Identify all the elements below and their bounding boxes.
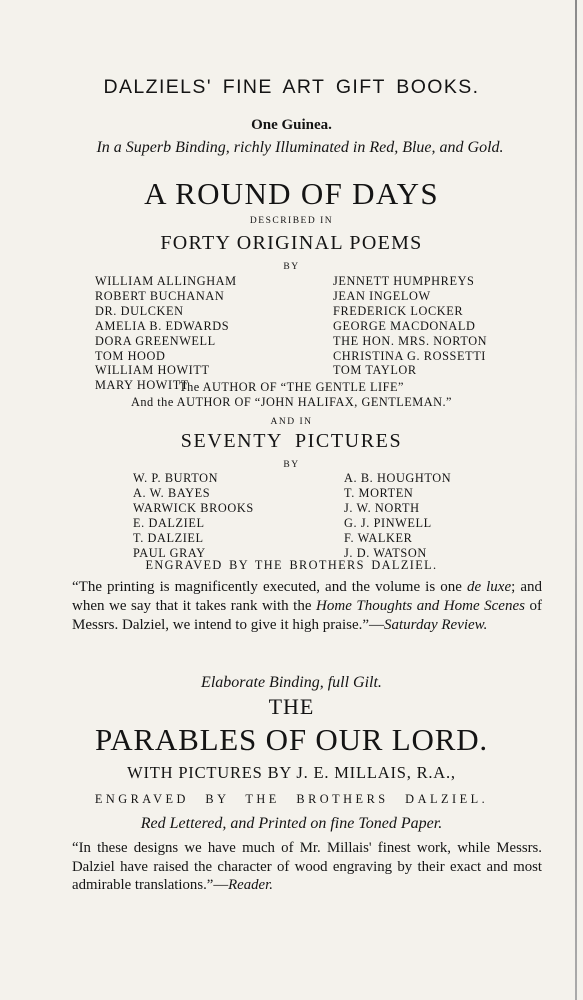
artist-name: A. B. HOUGHTON: [344, 471, 452, 485]
book2-pictures-by: WITH PICTURES BY J. E. MILLAIS, R.A.,: [127, 763, 456, 782]
poet-name: AMELIA B. EDWARDS: [95, 318, 230, 333]
book2-binding: Elaborate Binding, full Gilt.: [201, 674, 382, 691]
artists-right-column: [344, 471, 451, 560]
poet-name: MARY HOWITT: [95, 378, 189, 393]
artist-name: J. D. WATSON: [344, 545, 427, 560]
poet-name: WILLIAM ALLINGHAM: [95, 274, 237, 288]
artist-name: T. DALZIEL: [133, 530, 204, 545]
book1-engraved-by: ENGRAVED BY THE BROTHERS DALZIEL.: [145, 558, 438, 572]
book1-pictures-heading: SEVENTY PICTURES: [180, 430, 403, 452]
poet-name: FREDERICK LOCKER: [333, 303, 464, 318]
review-source: Saturday Review.: [384, 617, 488, 633]
book2-lettered: Red Lettered, and Printed on fine Toned Paper.: [140, 815, 443, 832]
book1-binding: In a Superb Binding, richly Illuminated in Red, Blue, and Gold.: [96, 139, 504, 156]
book1-and-in: AND IN: [270, 417, 313, 427]
artist-name: PAUL GRAY: [133, 545, 206, 560]
review-italic-phrase: de luxe: [466, 579, 512, 595]
book2-review-quote: [72, 839, 542, 895]
book1-title: A ROUND OF DAYS: [144, 176, 439, 211]
artist-name: T. MORTEN: [344, 485, 414, 500]
artists-left-column: [133, 471, 254, 560]
book1-review-quote: [72, 578, 542, 635]
poet-name: THE HON. MRS. NORTON: [333, 333, 488, 348]
book1-subtitle: FORTY ORIGINAL POEMS: [160, 232, 423, 254]
review-text: “The printing is magnificently executed, and the volume is one: [72, 579, 467, 595]
poet-name: DR. DULCKEN: [95, 303, 184, 318]
book1-described-in: DESCRIBED IN: [249, 216, 334, 226]
page-edge-shadow: [575, 0, 577, 1000]
review-italic-title: Home Thoughts and Home Scenes: [316, 598, 525, 614]
poet-name: WILLIAM HOWITT: [95, 363, 210, 378]
book1-author-line-1: The AUTHOR OF “THE GENTLE LIFE”: [179, 380, 404, 394]
review-source: Reader.: [228, 877, 273, 893]
book2-engraved-by: ENGRAVED BY THE BROTHERS DALZIEL.: [94, 792, 489, 806]
poet-name: GEORGE MACDONALD: [333, 318, 476, 333]
book1-author-line-2: And the AUTHOR OF “JOHN HALIFAX, GENTLEMAN.”: [131, 395, 452, 409]
poets-left-column: [95, 274, 237, 393]
artist-name: F. WALKER: [344, 530, 413, 545]
poet-name: CHRISTINA G. ROSSETTI: [333, 348, 486, 363]
poets-right-column: [333, 274, 487, 378]
artist-name: A. W. BAYES: [133, 485, 211, 500]
artist-name: J. W. NORTH: [344, 500, 420, 515]
review-text: of Messrs. Dalziel, we intend to give it high praise.”—: [72, 598, 542, 633]
book2-title: PARABLES OF OUR LORD.: [95, 722, 488, 757]
poet-name: JEAN INGELOW: [333, 288, 431, 303]
book1-price: One Guinea.: [251, 117, 332, 133]
book1-by: BY: [283, 262, 300, 272]
poet-name: TOM HOOD: [95, 348, 166, 363]
poet-name: ROBERT BUCHANAN: [95, 288, 225, 303]
artist-name: WARWICK BROOKS: [133, 500, 254, 515]
poet-name: DORA GREENWELL: [95, 333, 216, 348]
poet-name: TOM TAYLOR: [333, 363, 417, 378]
book2-the: THE: [268, 694, 315, 719]
artist-name: E. DALZIEL: [133, 515, 205, 530]
series-title: DALZIELS' FINE ART GIFT BOOKS.: [103, 76, 480, 98]
book1-by-artists: BY: [283, 460, 300, 470]
artist-name: W. P. BURTON: [133, 471, 219, 485]
artist-name: G. J. PINWELL: [344, 515, 432, 530]
poet-name: JENNETT HUMPHREYS: [333, 274, 475, 288]
review-text: “In these designs we have much of Mr. Millais' finest work, while Messrs. Dalziel have raised the character of wood engraving by their exact and most admirable translations.”—: [72, 840, 542, 893]
review-text: ; and when we say that it takes rank with the: [72, 579, 542, 614]
